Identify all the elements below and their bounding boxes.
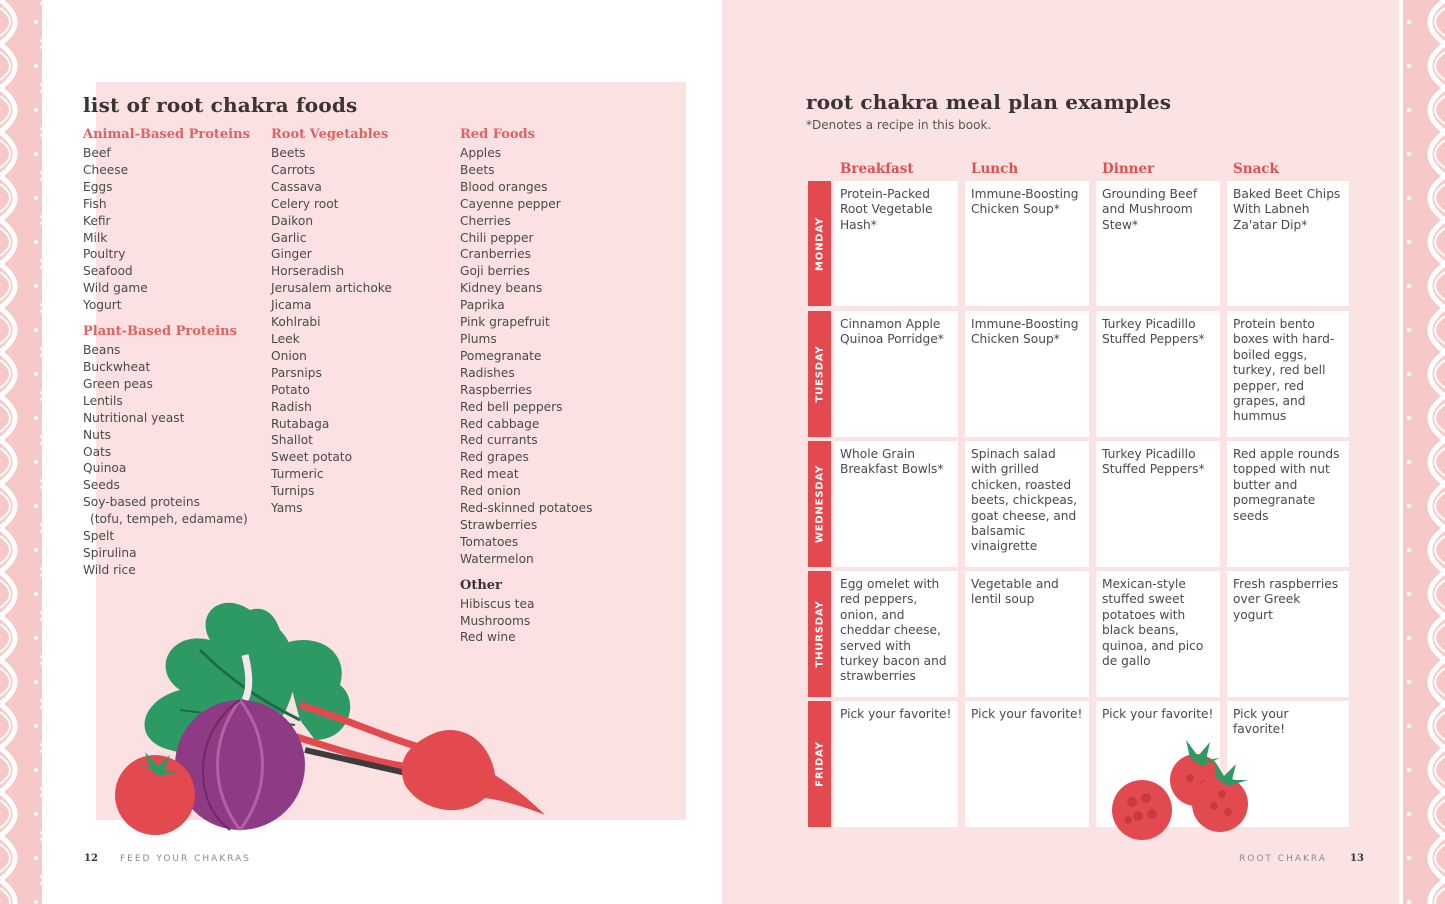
meal-cell: Whole Grain Breakfast Bowls* <box>834 441 958 567</box>
meal-header-breakfast: Breakfast <box>840 161 914 177</box>
food-item: Eggs <box>83 179 113 194</box>
beet-root-illustration <box>402 730 545 815</box>
food-item: Beets <box>271 146 306 160</box>
food-item: Daikon <box>271 213 314 228</box>
food-item: Garlic <box>271 230 307 245</box>
day-label: MONDAY <box>814 216 825 271</box>
meal-header-lunch: Lunch <box>971 161 1019 177</box>
meal-cell: Spinach salad with grilled chicken, roasted beets, chickpeas, goat cheese, and balsamic vinaigrette <box>965 441 1089 567</box>
food-item: Turnips <box>271 484 315 499</box>
food-item: Chili pepper <box>460 230 534 245</box>
food-item: Red wine <box>460 630 516 645</box>
day-band-wednesday <box>808 441 831 567</box>
food-item: Red cabbage <box>460 416 540 431</box>
food-item: Watermelon <box>460 551 534 566</box>
meal-cell: Protein bento boxes with hard-boiled eggs, turkey, red bell pepper, red grapes, and hummus <box>1227 311 1349 437</box>
food-item: Buckwheat <box>83 359 151 374</box>
food-item: Spelt <box>83 529 115 544</box>
meal-cell: Pick your favorite! <box>965 701 1089 827</box>
food-item: Raspberries <box>460 382 533 397</box>
food-item: Fish <box>83 196 107 211</box>
food-item: Wild rice <box>83 562 136 577</box>
day-band-tuesday <box>808 311 831 437</box>
right-page-title: root chakra meal plan examples <box>806 90 1172 114</box>
food-item: Tomatoes <box>460 534 519 549</box>
food-item: Ginger <box>271 247 312 262</box>
meal-cell: Immune-Boosting Chicken Soup* <box>965 181 1089 306</box>
right-running-footer: ROOT CHAKRA <box>1239 854 1327 864</box>
food-item: Red-skinned potatoes <box>460 501 593 516</box>
food-item: Beef <box>83 146 111 160</box>
food-item: Red grapes <box>460 450 529 465</box>
food-item: Red bell peppers <box>460 399 563 414</box>
meal-cell: Protein-Packed Root Vegetable Hash* <box>834 181 958 306</box>
food-item: Pomegranate <box>460 348 542 363</box>
food-item: Cayenne pepper <box>460 196 561 211</box>
food-item: Radishes <box>460 365 515 380</box>
food-item: Paprika <box>460 298 505 313</box>
food-item: Quinoa <box>83 461 127 476</box>
meal-cell: Baked Beet Chips With Labneh Za'atar Dip* <box>1227 181 1349 306</box>
food-item: Red meat <box>460 467 519 482</box>
food-item: Spirulina <box>83 545 137 560</box>
food-item: Onion <box>271 348 307 363</box>
left-running-footer: FEED YOUR CHAKRAS <box>120 854 252 864</box>
food-item: Red currants <box>460 433 538 448</box>
food-item-note: (tofu, tempeh, edamame) <box>90 512 248 527</box>
food-item: Potato <box>271 382 310 397</box>
day-label: TUESDAY <box>814 345 825 403</box>
food-item: Kohlrabi <box>271 315 321 330</box>
food-item: Cassava <box>271 179 322 194</box>
left-page-number: 12 <box>84 853 98 864</box>
food-item: Mushrooms <box>460 613 531 628</box>
food-item: Yogurt <box>83 298 122 313</box>
meal-cell: Fresh raspberries over Greek yogurt <box>1227 571 1349 697</box>
food-item: Hibiscus tea <box>460 596 535 611</box>
food-item: Kidney beans <box>460 281 543 296</box>
food-item: Parsnips <box>271 365 322 380</box>
food-item: Oats <box>83 444 112 459</box>
meal-header-dinner: Dinner <box>1102 161 1155 177</box>
food-item: Shallot <box>271 433 313 448</box>
raspberry-icon <box>1112 780 1172 840</box>
food-item: Cherries <box>460 213 511 228</box>
food-item: Goji berries <box>460 264 530 279</box>
food-item: Turmeric <box>271 467 324 482</box>
category-heading: Red Foods <box>460 127 535 142</box>
recipe-note: *Denotes a recipe in this book. <box>806 118 992 132</box>
food-item: Cranberries <box>460 247 531 262</box>
food-item: Sweet potato <box>271 450 353 465</box>
right-page-number: 13 <box>1350 853 1364 864</box>
food-item: Horseradish <box>271 264 345 279</box>
meal-cell: Egg omelet with red peppers, onion, and cheddar cheese, served with turkey bacon and strawberries <box>834 571 958 697</box>
food-item: Radish <box>271 399 312 414</box>
food-column-1 <box>83 127 250 579</box>
food-item: Nutritional yeast <box>83 410 185 425</box>
food-item: Seafood <box>83 264 133 279</box>
meal-cell: Vegetable and lentil soup <box>965 571 1089 697</box>
left-page-title: list of root chakra foods <box>83 93 358 117</box>
meal-cell: Turkey Picadillo Stuffed Peppers* <box>1096 441 1220 567</box>
food-item: Yams <box>271 501 303 516</box>
food-item: Beans <box>83 343 121 358</box>
category-heading: Other <box>460 577 502 593</box>
food-item: Cheese <box>83 162 129 177</box>
meal-cell: Turkey Picadillo Stuffed Peppers* <box>1096 311 1220 437</box>
food-item: Apples <box>460 146 502 160</box>
day-band-thursday <box>808 571 831 697</box>
meal-cell: Pick your favorite! <box>1096 701 1220 827</box>
food-column-2 <box>271 127 392 517</box>
meal-cell: Pick your favorite! <box>834 701 958 827</box>
meal-cell: Immune-Boosting Chicken Soup* <box>965 311 1089 437</box>
food-item: Seeds <box>83 478 120 493</box>
food-item: Soy-based proteins <box>83 495 200 510</box>
meal-cell: Grounding Beef and Mushroom Stew* <box>1096 181 1220 306</box>
food-item: Lentils <box>83 393 123 408</box>
food-item: Red onion <box>460 484 521 499</box>
food-item: Poultry <box>83 247 126 262</box>
food-column-3 <box>460 127 592 646</box>
day-label: THURSDAY <box>814 600 825 668</box>
food-item: Green peas <box>83 376 153 391</box>
left-decorative-border <box>0 0 46 904</box>
right-decorative-border <box>1399 0 1445 904</box>
category-heading: Plant-Based Proteins <box>83 324 237 340</box>
food-item: Jicama <box>271 298 312 313</box>
meal-cell: Red apple rounds topped with nut butter and pomegranate seeds <box>1227 441 1349 567</box>
root-vegetables-illustration <box>100 590 550 840</box>
food-item: Leek <box>271 331 300 346</box>
food-item: Rutabaga <box>271 416 330 431</box>
day-band-friday <box>808 701 831 827</box>
food-item: Blood oranges <box>460 179 548 194</box>
day-label: FRIDAY <box>814 741 825 787</box>
food-item: Beets <box>460 162 495 177</box>
category-heading: Root Vegetables <box>271 127 389 142</box>
meal-cell: Mexican-style stuffed sweet potatoes with black beans, quinoa, and pico de gallo <box>1096 571 1220 697</box>
day-band-monday <box>808 181 831 306</box>
food-item: Celery root <box>271 196 339 211</box>
food-item: Milk <box>83 230 108 245</box>
food-item: Wild game <box>83 281 148 296</box>
food-item: Carrots <box>271 162 316 177</box>
meal-cell: Cinnamon Apple Quinoa Porridge* <box>834 311 958 437</box>
category-heading: Animal-Based Proteins <box>83 127 250 142</box>
raspberries-illustration <box>1108 728 1258 846</box>
food-item: Plums <box>460 331 497 346</box>
meal-header-snack: Snack <box>1233 161 1279 177</box>
meal-cell: Pick your favorite! <box>1227 701 1349 827</box>
food-item: Strawberries <box>460 517 538 532</box>
food-item: Nuts <box>83 427 111 442</box>
food-item: Jerusalem artichoke <box>271 281 392 296</box>
food-item: Kefir <box>83 213 111 228</box>
day-label: WEDNESDAY <box>814 464 825 544</box>
food-item: Pink grapefruit <box>460 315 550 330</box>
